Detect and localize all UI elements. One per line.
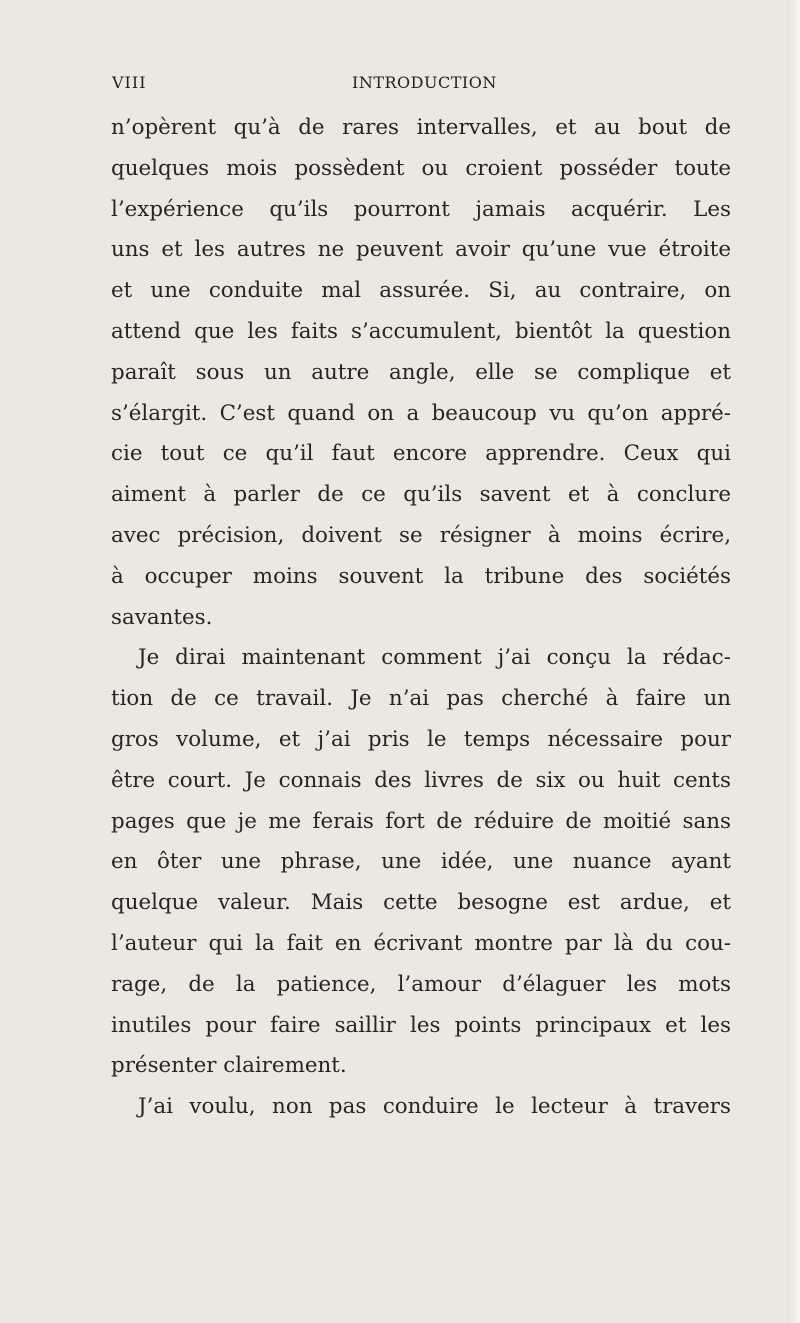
text-line: présenter clairement.	[111, 1053, 347, 1079]
text-line: attend que les faits s’accumulent, bientôt la question	[111, 318, 731, 344]
text-line: avec précision, doivent se résigner à moins écrire,	[111, 522, 731, 548]
text-line: cie tout ce qu’il faut encore apprendre. Ceux qui	[111, 441, 731, 467]
body-text	[111, 108, 731, 1128]
text-line: à occuper moins souvent la tribune des sociétés	[111, 563, 731, 589]
page-edge	[788, 0, 800, 1323]
running-title: INTRODUCTION	[352, 73, 497, 92]
text-line: pages que je me ferais fort de réduire de moitié sans	[111, 808, 731, 834]
text-line: tion de ce travail. Je n’ai pas cherché à faire un	[111, 686, 731, 712]
text-line: l’auteur qui la fait en écrivant montre par là du cou-	[111, 930, 731, 956]
text-line: s’élargit. C’est quand on a beaucoup vu qu’on appré-	[111, 400, 731, 426]
text-line: uns et les autres ne peuvent avoir qu’une vue étroite	[111, 237, 731, 263]
text-line: être court. Je connais des livres de six ou huit cents	[111, 767, 731, 793]
text-line: savantes.	[111, 604, 213, 630]
text-line: rage, de la patience, l’amour d’élaguer les mots	[111, 971, 731, 997]
text-line: gros volume, et j’ai pris le temps nécessaire pour	[111, 726, 731, 752]
text-line: quelque valeur. Mais cette besogne est ardue, et	[111, 890, 731, 916]
text-line: l’expérience qu’ils pourront jamais acquérir. Les	[111, 196, 731, 222]
text-line: paraît sous un autre angle, elle se complique et	[111, 359, 731, 385]
page-number: VIII	[112, 73, 147, 92]
text-line: n’opèrent qu’à de rares intervalles, et au bout de	[111, 115, 731, 140]
text-line: J’ai voulu, non pas conduire le lecteur à travers	[138, 1094, 731, 1120]
text-line: aiment à parler de ce qu’ils savent et à conclure	[111, 482, 731, 508]
text-line: quelques mois possèdent ou croient posséder toute	[111, 155, 731, 181]
text-line: en ôter une phrase, une idée, une nuance ayant	[111, 849, 731, 875]
text-line: et une conduite mal assurée. Si, au contraire, on	[111, 278, 731, 304]
text-line: inutiles pour faire saillir les points principaux et les	[111, 1012, 731, 1038]
page-header	[0, 73, 800, 103]
text-line: Je dirai maintenant comment j’ai conçu la rédac-	[138, 645, 731, 671]
